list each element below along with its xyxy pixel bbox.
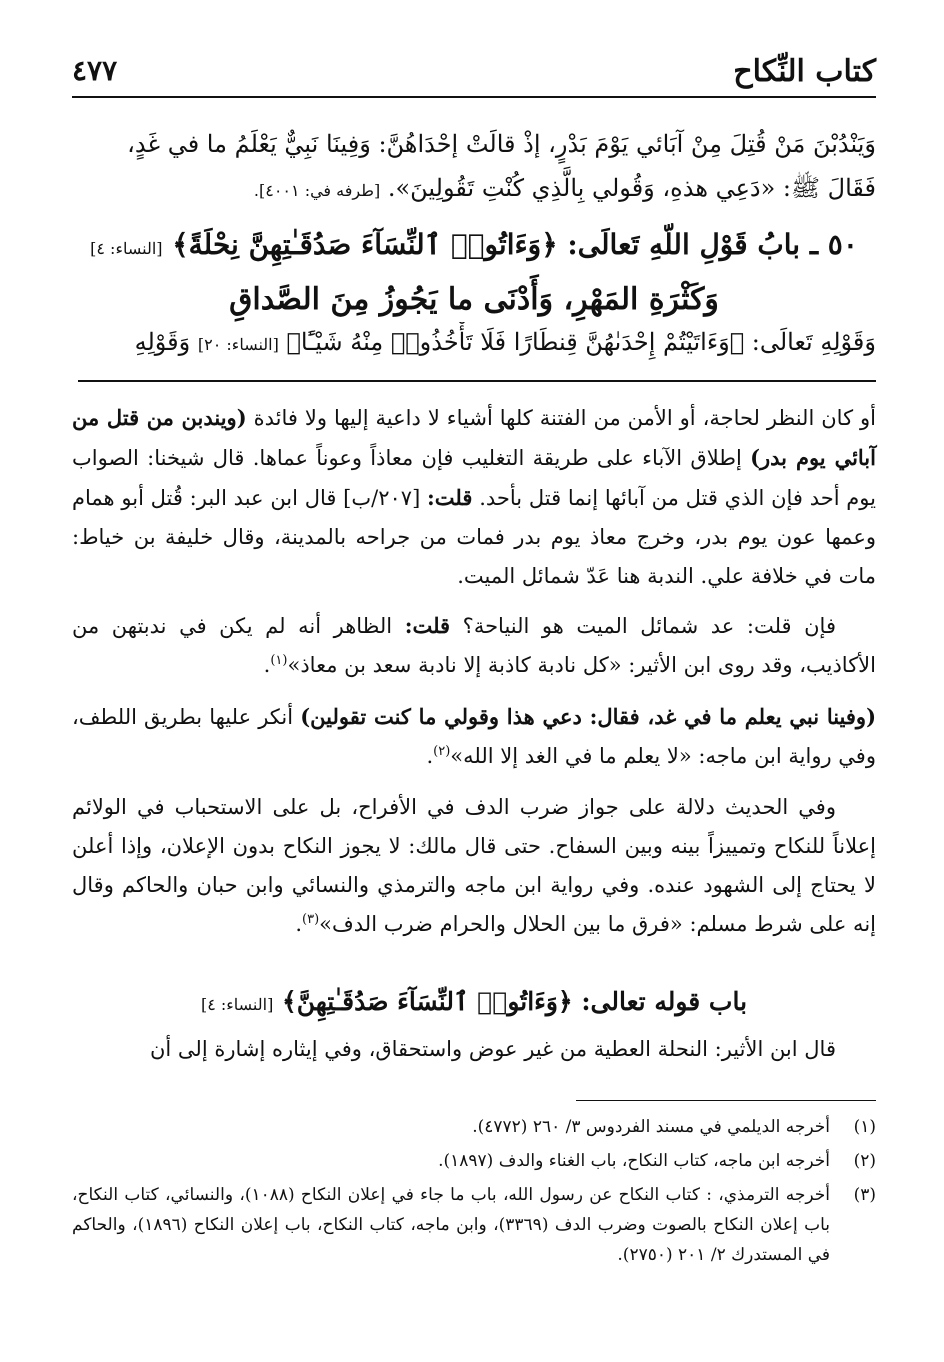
p1-text-e: [٢٠٧/ب] قال ابن عبد البر: قُتل أبو همام وعمها عون يوم بدر، وخرج معاذ يوم بدر فمات من جراحه بالمدينة، وقال خليفة بن خياط: مات في خلافة علي. الندبة هنا عَدّ شمائل الميت. [72, 486, 876, 588]
book-title: كتاب النِّكاح [733, 54, 876, 89]
p2-bold-qultu: قلت: [404, 613, 451, 638]
chapter-title: ٥٠ ـ بابُ قَوْلِ اللّهِ تَعالَى: ﴿وَءَاتُوا۟ ٱلنِّسَآءَ صَدُقَـٰتِهِنَّ نِحْلَةً﴾ [172, 228, 858, 261]
page-header [72, 52, 876, 98]
footnote-2 [72, 1146, 876, 1176]
hadith-line-1: وَيَنْدُبْنَ مَنْ قُتِلَ مِنْ آبَائي يَوْمَ بَدْرٍ، إذْ قالَتْ إحْدَاهُنَّ: وَفِينَا نَبِيٌّ يَعْلَمُ ما في غَدٍ، [127, 130, 876, 158]
p2-text-a: فإن قلت: عد شمائل الميت هو النياحة؟ [462, 614, 836, 638]
chapter-title-reference: [النساء: ٤] [90, 239, 163, 258]
footnote-text: أخرجه الترمذي، : كتاب النكاح عن رسول الله، باب ما جاء في إعلان النكاح (١٠٨٨)، والنسائي، كتاب النكاح، باب إعلان النكاح بالصوت وضرب الدف (٣٣٦٩)، وابن ماجه، كتاب النكاح، باب إعلان النكاح (١٨٩٦)، والحاكم في المستدرك ٢/ ٢٠١ (٢٧٥٠). [72, 1185, 831, 1265]
verse-tail: وَقَوْلِهِ [134, 328, 191, 356]
p4-text: وفي الحديث دلالة على جواز ضرب الدف في الأفراح، بل على الاستحباب في الولائم إعلاناً للنكاح وتمييزاً بينه وبين السفاح. حتى قال مالك: لا يجوز النكاح بدون الإعلان، وإذا أعلن لا يحتاج إلى الشهود عنده. وفي رواية ابن ماجه والترمذي والنسائي وابن حبان والحاكم وقال إنه على شرط مسلم: «فرق ما بين الحلال والحرام ضرب الدف» [72, 795, 876, 936]
footnote-ref-1[interactable]: (١) [270, 653, 288, 668]
p3-bold-quote: (وفينا نبي يعلم ما في غد، فقال: دعي هذا وقولي ما كنت تقولين) [300, 704, 877, 729]
footnote-text: أخرجه الديلمي في مسند الفردوس ٣/ ٢٦٠ (٤٧٧٢). [472, 1117, 830, 1137]
text-commentary-divider [78, 380, 876, 382]
footnote-divider [576, 1100, 876, 1101]
footnote-ref-2[interactable]: (٢) [433, 744, 451, 759]
footnote-text: أخرجه ابن ماجه، كتاب النكاح، باب الغناء والدف (١٨٩٧). [438, 1151, 830, 1171]
footnote-number: (٢) [853, 1151, 876, 1171]
p1-text-c: إطلاق الآباء على طريقة التغليب فإن معاذاً وعوناً عماها. قال شيخنا: الصواب يوم أحد فإن الذي قتل من آبائها إنما قتل بأحد. [72, 446, 876, 510]
commentary-paragraph-5 [72, 1030, 876, 1069]
commentary-paragraph-3: (وفينا نبي يعلم ما في غد، فقال: دعي هذا وقولي ما كنت تقولين) أنكر عليها بطريق اللطف، وفي رواية ابن ماجه: «لا يعلم ما في الغد إلا الله»$^{(٢)}$. [72, 704, 877, 768]
p1-bold-quote: (ويندبن من قتل من آبائي يوم بدر) [72, 405, 876, 470]
sub-heading [72, 980, 876, 1027]
footnote-1 [72, 1112, 876, 1142]
footnotes [72, 1112, 876, 1274]
footnote-number: (١) [853, 1117, 876, 1137]
hadith-text [72, 122, 876, 213]
commentary-paragraph-4: وفي الحديث دلالة على جواز ضرب الدف في الأفراح، بل على الاستحباب في الولائم إعلاناً للنكاح وتمييزاً بينه وبين السفاح. حتى قال مالك: لا يجوز النكاح بدون الإعلان، وإذا أعلن لا يحتاج إلى الشهود عنده. وفي رواية ابن ماجه والترمذي والنسائي وابن حبان والحاكم وقال إنه على شرط مسلم: «فرق ما بين الحلال والحرام ضرب الدف»$^{(٣)}$. [72, 795, 876, 936]
p5-text: قال ابن الأثير: النحلة العطية من غير عوض واستحقاق، وفي إيثاره إشارة إلى أن [150, 1037, 836, 1061]
p1-bold-qultu: قلت: [427, 485, 473, 510]
verse-reference: [النساء: ٢٠] [197, 335, 279, 354]
verse-text: وَقَوْلِهِ تَعالَى: ﴿وَءَاتَيْتُمْ إِحْدَىٰهُنَّ قِنطَارًا فَلَا تَأْخُذُوا۟ مِنْهُ شَيْـًٔا﴾ [286, 328, 876, 356]
p3-text-b: أنكر عليها بطريق اللطف، وفي رواية ابن ماجه: «لا يعلم ما في الغد إلا الله» [72, 705, 876, 768]
chapter-title-line-2: وَكَثْرَةِ المَهْرِ، وَأَدْنَى ما يَجُوزُ مِنَ الصَّداقِ [229, 282, 719, 317]
footnote-number: (٣) [853, 1185, 876, 1205]
p2-text-c: الظاهر أنه لم يكن في ندبتهن من الأكاذيب، وقد روى ابن الأثير: «كل نادبة كاذبة إلا نادبة سعد بن معاذ» [72, 614, 876, 677]
sub-heading-reference: [النساء: ٤] [200, 995, 274, 1014]
commentary-paragraph-2: فإن قلت: عد شمائل الميت هو النياحة؟ قلت: الظاهر أنه لم يكن في ندبتهن من الأكاذيب، وقد روى ابن الأثير: «كل نادبة كاذبة إلا نادبة سعد بن معاذ»$^{(١)}$. [72, 613, 876, 677]
p1-text-a: أو كان النظر لحاجة، أو الأمن من الفتنة كلها أشياء لا داعية إليها ولا فائدة [253, 406, 876, 430]
footnote-3 [72, 1180, 876, 1270]
commentary-paragraph-1 [72, 398, 876, 596]
footnote-ref-3[interactable]: (٣) [302, 912, 320, 927]
hadith-reference: [طرفه في: ٤٠٠١]. [253, 181, 381, 200]
chapter-heading [72, 220, 876, 326]
hadith-line-2 [72, 166, 876, 213]
hadith-line-2-main: فَقَالَ ﷺ: «دَعِي هذهِ، وَقُولي بِالَّذِي كُنْتِ تَقُولِينَ». [387, 174, 876, 202]
verse-line [72, 322, 876, 365]
sub-heading-title: باب قوله تعالى: ﴿وَءَاتُوا۟ ٱلنِّسَآءَ صَدُقَـٰتِهِنَّ﴾ [282, 987, 748, 1016]
page-number: ٤٧٧ [72, 54, 118, 87]
commentary-block [72, 398, 876, 944]
chapter-title-line-1 [72, 220, 876, 274]
